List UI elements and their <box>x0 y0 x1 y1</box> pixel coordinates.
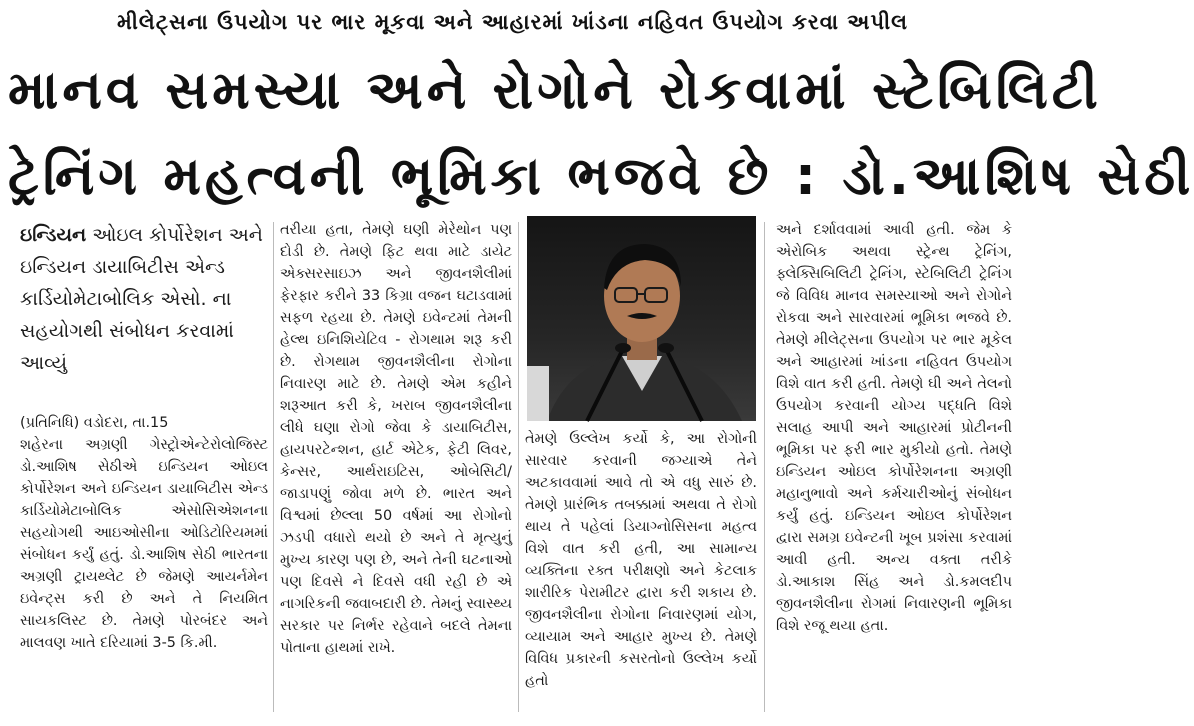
speaker-photo <box>527 216 756 421</box>
column-1 <box>20 412 268 654</box>
column-2-text: તરીયા હતા, તેમણે ઘણી મેરેથોન પણ દોડી છે. તેમણે ફિટ થવા માટે ડાયેટ એક્સરસાઇઝ અને જીવનશૈલીમાં ફેરફાર કરીને 33 કિગ્રા વજન ઘટાડવામાં સફળ રહયા છે. તેમણે ઇવેન્ટમાં તેમની હેલ્થ ઇનિશિયેટિવ - રોગથામ શરૂ કરી છે. રોગથામ જીવનશૈલીના રોગોના નિવારણ માટે છે. તેમણે એમ કહીને શરૂઆત કરી કે, ખરાબ જીવનશૈલીના લીધે ઘણા રોગો જેવા કે ડાયાબિટીસ, હાયપરટેન્શન, હાર્ટ એટેક, ફેટી લિવર, કેન્સર, આર્થરાઇટિસ, ઓબેસિટી/ જાડાપણું જોવા મળે છે. ભારત અને વિશ્વમાં છેલ્લા 50 વર્ષમાં આ રોગોનો ઝડપી વધારો થયો છે અને તે મૃત્યુનું મુખ્ય કારણ પણ છે, અને તેની ઘટનાઓ પણ દિવસે ને દિવસે વધી રહી છે એ નાગરિકની જવાબદારી છે. તેમનું સ્વાસ્થ્ય સરકાર પર નિર્ભર રહેવાને બદલે તેમના પોતાના હાથમાં રાખે. <box>280 222 512 656</box>
lead-summary <box>20 219 268 379</box>
kicker-line: મીલેટ્સના ઉપયોગ પર ભાર મૂકવા અને આહારમાં ખાંડના નહિવત ઉપયોગ કરવા અપીલ <box>117 10 908 34</box>
lead-bold-word: ઇન્ડિયન <box>20 224 87 246</box>
lead-text: ઓઇલ કોર્પોરેશન અને ઇન્ડિયન ડાયાબિટીસ એન્ડ કાર્ડિયોમેટાબોલિક એસો. ના સહયોગથી સંબોધન કરવામાં આવ્યું <box>20 224 263 374</box>
column-3-text: તેમણે ઉલ્લેખ કર્યો કે, આ રોગોની સારવાર કરવાની જગ્યાએ તેને અટકાવવામાં આવે તો એ વધુ સારું છે. તેમણે પ્રારંભિક તબક્કામાં અથવા તે રોગો થાય તે પહેલાં ડિયાગ્નોસિસના મહત્વ વિશે વાત કરી હતી, આ સામાન્ય વ્યક્તિના રક્ત પરીક્ષણો અને કેટલાક શારીરિક પેરામીટર દ્વારા કરી શકાય છે. જીવનશૈલીના રોગોના નિવારણમાં યોગ, વ્યાયામ અને આહાર મુખ્ય છે. તેમણે વિવિધ પ્રકારની કસરતોનો ઉલ્લેખ કર્યો હતો <box>525 431 757 689</box>
headline-line-2: ટ્રેનિંગ મહત્વની ભૂમિકા ભજવે છે : ડો.આશિષ સેઠી <box>8 146 1194 207</box>
column-divider <box>273 222 274 712</box>
column-divider <box>518 222 519 712</box>
dateline: (પ્રતિનિધિ) વડોદરા, તા.15 <box>20 415 169 431</box>
column-4-text: અને દર્શાવવામાં આવી હતી. જેમ કે એરોબિક અથવા સ્ટ્રેન્થ ટ્રેનિંગ, ફ્લેક્સિબિલિટી ટ્રેનિંગ, સ્ટેબિલિટી ટ્રેનિંગ જે વિવિધ માનવ સમસ્યાઓ અને રોગોને રોકવા અને સારવારમાં ભૂમિકા ભજવે છે. તેમણે મીલેટ્સના ઉપયોગ પર ભાર મૂકેલ અને આહારમાં ખાંડના નહિવત ઉપયોગ વિશે વાત કરી હતી. તેમણે ઘી અને તેલનો ઉપયોગ કરવાની યોગ્ય પદ્ધતિ વિશે સલાહ આપી અને આહારમાં પ્રોટીનની ભૂમિકા પર ફરી ભાર મુકીયો હતો. તેમણે ઇન્ડિયન ઓઇલ કોર્પોરેશનના અગ્રણી મહાનુભાવો અને કર્મચારીઓનું સંબોધન કર્યું હતું. ઇન્ડિયન ઓઇલ કોર્પોરેશન દ્વારા સમગ્ર ઇવેન્ટની ખૂબ પ્રશંસા કરવામાં આવી હતી. અન્ય વક્તા તરીકે ડો.આકાશ સિંહ અને ડો.કમલદીપ જીવનશૈલીના રોગમાં નિવારણની ભૂમિકા વિશે રજૂ થયા હતા. <box>776 222 1012 634</box>
column-divider <box>764 222 765 712</box>
speaker-photo-illustration <box>527 216 756 421</box>
headline-line-1: માનવ સમસ્યા અને રોગોને રોકવામાં સ્ટેબિલિટી <box>8 60 1102 121</box>
column-1-text: શહેરના અગ્રણી ગેસ્ટ્રોએન્ટેરોલોજિસ્ટ ડો.આશિષ સેઠીએ ઇન્ડિયન ઓઇલ કોર્પોરેશન અને ઇન્ડિયન ડાયાબિટીસ એન્ડ કાર્ડિયોમેટાબોલિક એસોસિએશનના સહયોગથી આઇઓસીના ઓડિટોરિયમમાં સંબોધન કર્યું હતું. ડો.આશિષ સેઠી ભારતના અગ્રણી ટ્રાયથ્લેટ છે જેમણે આયર્નમેન ઇવેન્ટ્સ કરી છે અને તે નિયમિત સાયકલિસ્ટ છે. તેમણે પોરબંદર અને માલવણ ખાતે દરિયામાં 3-5 કિ.મી. <box>20 437 268 651</box>
